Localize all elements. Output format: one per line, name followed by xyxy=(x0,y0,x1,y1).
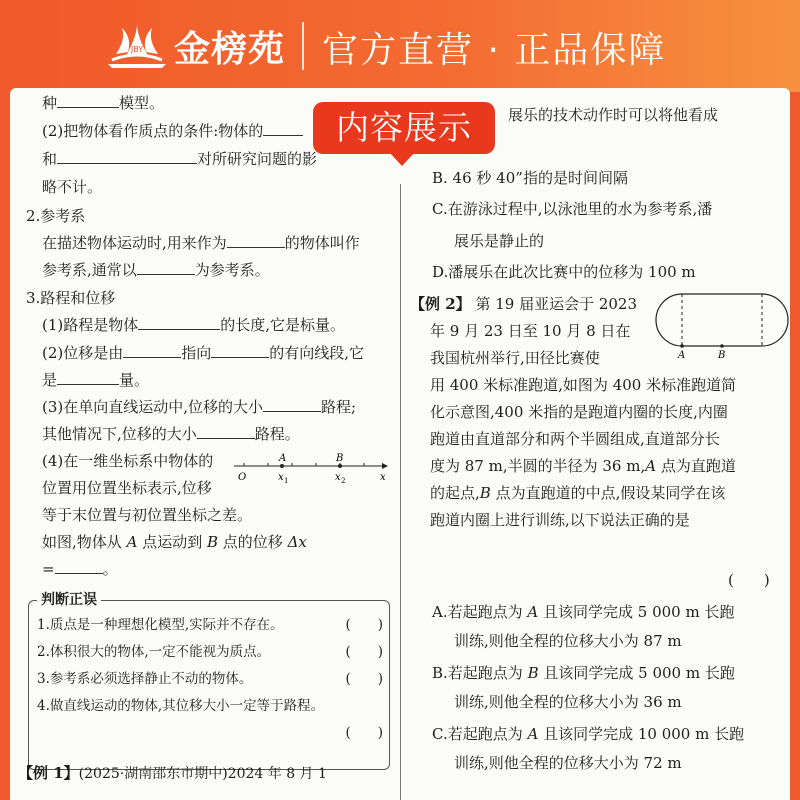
text-line: 参考系,通常以 为参考系。 xyxy=(42,257,270,284)
text-line: (2)把物体看作质点的条件:物体的 xyxy=(42,118,303,145)
track-point-A xyxy=(680,344,684,348)
track-outline xyxy=(656,294,788,346)
text-line: (2)位移是由 指向 的有向线段,它 xyxy=(42,340,364,367)
example-2-line: 【例 2】 第 19 届亚运会于 2023 xyxy=(410,295,638,313)
axis-arrow xyxy=(382,463,388,469)
track-point-B xyxy=(720,344,724,348)
option-line: 训练,则他全程的位移大小为 72 m xyxy=(454,754,682,772)
text-line: 的起点,B 点为直跑道的中点,假设某同学在该 xyxy=(430,484,726,502)
label-x2-sub: 2 xyxy=(341,477,346,485)
true-false-title: 判断正误 xyxy=(37,590,101,610)
example-1-tag: 【例 1】 xyxy=(18,764,79,782)
track-label-B: B xyxy=(718,350,726,360)
book-laurel-icon xyxy=(104,20,170,72)
text-line: 化示意图,400 米指的是跑道内圈的长度,内圈 xyxy=(430,403,728,421)
label-B: B xyxy=(336,453,344,464)
text-line: (3)在单向直线运动中,位移的大小 路程; xyxy=(42,394,356,421)
fill-blank xyxy=(57,368,119,385)
answer-paren: ( ) xyxy=(728,571,770,589)
brand-banner xyxy=(0,0,800,92)
coordinate-axis-diagram xyxy=(230,450,390,486)
brand-slogan: 官方直营 · 正品保障 xyxy=(322,30,667,71)
text-line: 略不计。 xyxy=(42,178,103,196)
text-line: 位置用位置坐标表示,位移 xyxy=(42,479,212,497)
option-line: A.若起跑点为 A 且该同学完成 5 000 m 长跑 xyxy=(432,603,735,621)
true-false-item: 1.质点是一种理想化模型,实际并不存在。 ( ) xyxy=(37,617,383,633)
section-heading: 2.参考系 xyxy=(26,207,86,225)
badge-pointer xyxy=(389,152,415,166)
option-line: D.潘展乐在此次比赛中的位移为 100 m xyxy=(432,263,696,281)
brand-name: 金榜苑 xyxy=(174,28,286,70)
text-line: 用 400 米标准跑道,如图为 400 米标准跑道简 xyxy=(430,376,737,394)
text-line: 跑道由直道部分和两个半圆组成,直道部分长 xyxy=(430,430,720,448)
example-2-tag: 【例 2】 xyxy=(410,295,471,313)
fill-blank xyxy=(197,422,255,439)
text-line: 年 9 月 23 日至 10 月 8 日在 xyxy=(430,322,631,340)
point-A-dot xyxy=(280,464,284,468)
true-false-item: 3.参考系必须选择静止不动的物体。 ( ) xyxy=(37,671,383,687)
text-line: 等于末位置与初位置坐标之差。 xyxy=(42,506,253,524)
banner-divider xyxy=(302,22,304,70)
text-line: 跑道内圈上进行训练,以下说法正确的是 xyxy=(430,511,690,529)
text-line: (4)在一维坐标系中物体的 xyxy=(42,452,214,470)
text-line: 种 模型。 xyxy=(42,90,164,117)
option-line: C.在游泳过程中,以泳池里的水为参考系,潘 xyxy=(432,200,713,218)
true-false-box xyxy=(28,592,390,770)
fill-blank xyxy=(227,231,285,248)
text-line: 度为 87 m,半圆的半径为 36 m,A 点为直跑道 xyxy=(430,457,736,475)
fill-blank xyxy=(123,341,181,358)
label-A: A xyxy=(279,453,287,464)
text-line: 其他情况下,位移的大小 路程。 xyxy=(42,421,300,448)
label-x1: x xyxy=(278,472,284,483)
text-line: 展乐的技术动作时可以将他看成 xyxy=(508,106,719,124)
point-B-dot xyxy=(338,464,342,468)
option-line: 展乐是静止的 xyxy=(454,232,545,250)
fill-blank xyxy=(211,341,269,358)
running-track-diagram xyxy=(654,290,790,360)
fill-blank xyxy=(138,313,220,330)
fill-blank xyxy=(137,258,195,275)
option-line: B.若起跑点为 B 且该同学完成 5 000 m 长跑 xyxy=(432,664,735,682)
text-line: 我国杭州举行,田径比赛使 xyxy=(430,349,600,367)
section-heading: 3.路程和位移 xyxy=(26,289,116,307)
true-false-item: 4.做直线运动的物体,其位移大小一定等于路程。 xyxy=(37,698,325,714)
fill-blank xyxy=(57,147,197,164)
option-line: C.若起跑点为 A 且该同学完成 10 000 m 长跑 xyxy=(432,725,745,743)
option-line: B. 46 秒 40”指的是时间间隔 xyxy=(432,169,628,187)
text-line: (1)路程是物体 的长度,它是标量。 xyxy=(42,312,345,339)
fill-blank xyxy=(55,557,103,574)
label-origin: O xyxy=(238,472,247,483)
brand-logo xyxy=(104,20,285,72)
true-false-item: ( ) xyxy=(345,725,383,741)
column-divider xyxy=(400,184,401,800)
true-false-item: 2.体积很大的物体,一定不能视为质点。 ( ) xyxy=(37,644,383,660)
label-x1-sub: 1 xyxy=(284,477,289,485)
label-x-axis: x xyxy=(380,472,386,483)
option-line: 训练,则他全程的位移大小为 87 m xyxy=(454,632,682,650)
fill-blank xyxy=(263,119,303,136)
label-x2: x xyxy=(335,472,341,483)
fill-blank xyxy=(263,395,321,412)
text-line: 是 量。 xyxy=(42,367,149,394)
svg-text:JBY: JBY xyxy=(130,45,144,54)
text-line: 和 对所研究问题的影 xyxy=(42,146,317,173)
text-line: 如图,物体从 A 点运动到 B 点的位移 Δx xyxy=(42,533,307,551)
track-label-A: A xyxy=(678,350,686,360)
text-line: 在描述物体运动时,用来作为 的物体叫作 xyxy=(42,230,360,257)
book-page xyxy=(10,88,790,800)
content-display-badge: 内容展示 xyxy=(313,102,495,154)
example-1: 【例 1】(2025·湖南邵东市期中)2024 年 8 月 1 xyxy=(18,764,327,782)
text-line: = 。 xyxy=(42,556,118,583)
fill-blank xyxy=(57,91,119,108)
option-line: 训练,则他全程的位移大小为 36 m xyxy=(454,693,682,711)
